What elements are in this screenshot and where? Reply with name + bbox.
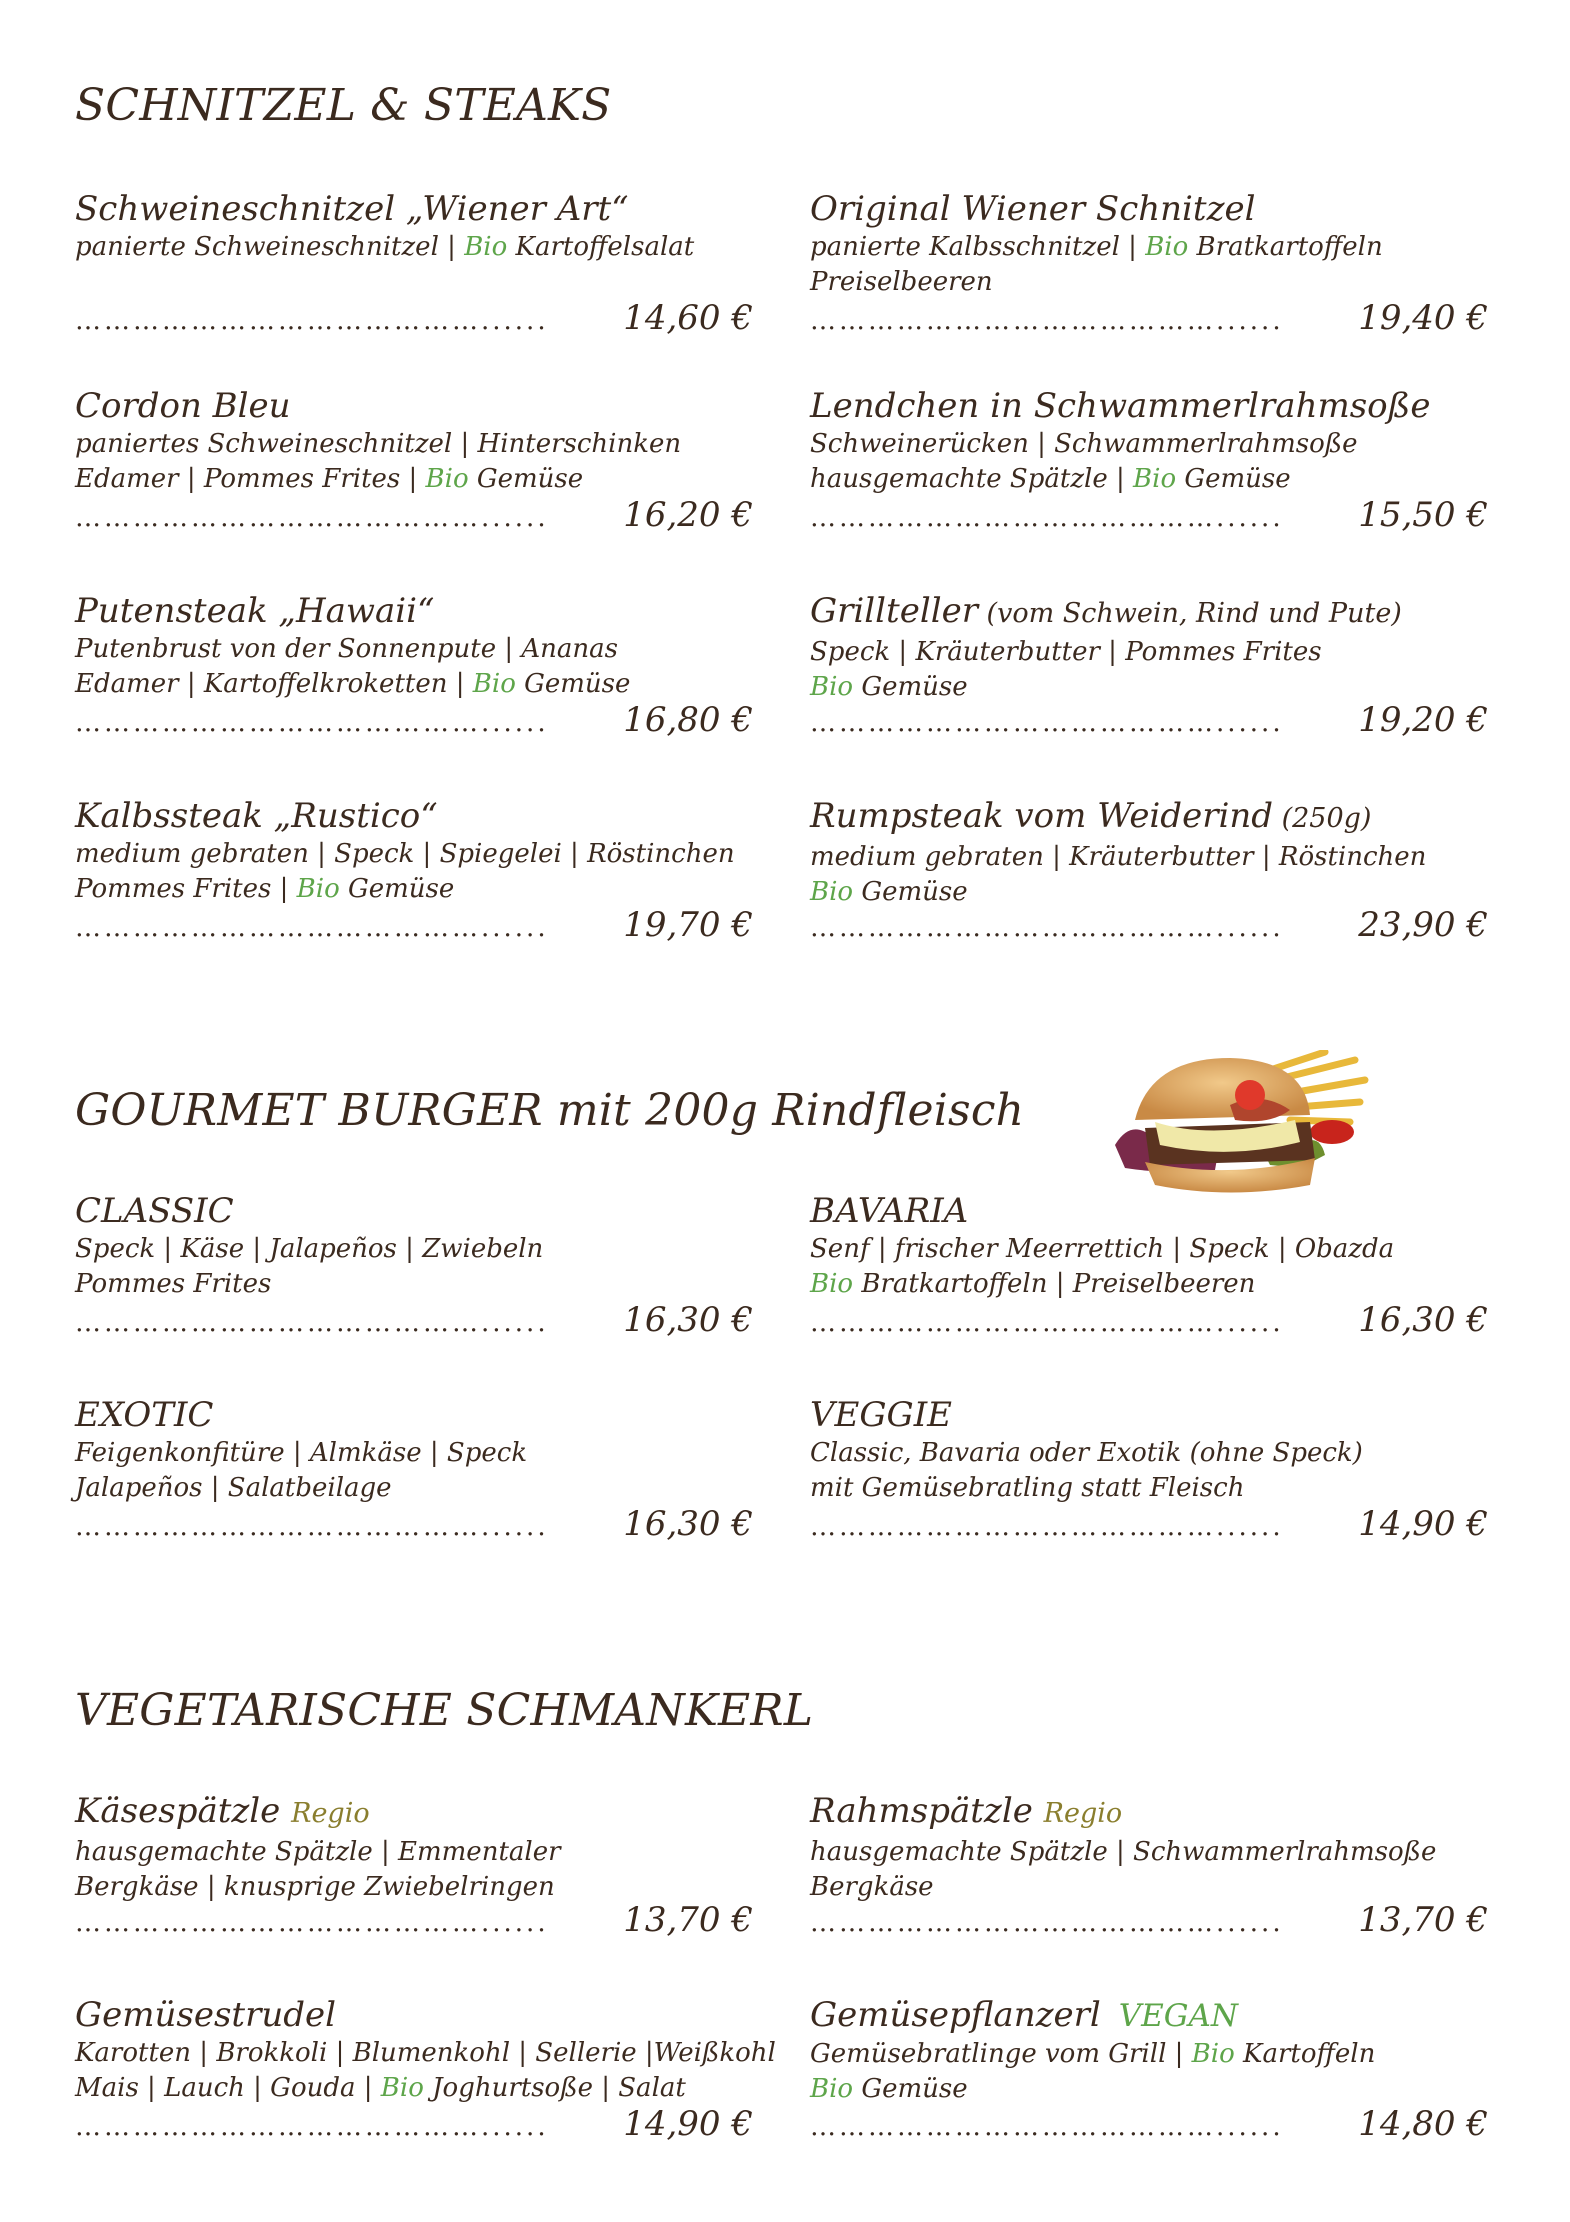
item-price: 14,90 € [623, 2104, 753, 2144]
description-text: hausgemachte Spätzle | Emmentaler [75, 1837, 561, 1867]
description-text: Pommes Frites | [75, 874, 297, 904]
item-name-text: Rahmspätzle [810, 1791, 1033, 1831]
item-description-line [75, 1436, 755, 1471]
bio-label: Bio [1133, 464, 1177, 494]
menu-item [810, 1994, 1490, 2144]
item-name-text: Käsespätzle [75, 1791, 281, 1831]
item-description-line [810, 1232, 1490, 1267]
price-line [810, 2104, 1490, 2144]
leader-dots: ……………………………………...... [75, 708, 549, 738]
item-name-text: Gemüsepflanzerl [810, 1995, 1101, 2035]
description-text: Speck | Kräuterbutter | Pommes Frites [810, 637, 1322, 667]
item-name [75, 385, 755, 427]
description-text: Speck | Käse | Jalapeños | Zwiebeln [75, 1234, 544, 1264]
description-text: Gemüse [515, 669, 631, 699]
description-text: Edamer | Kartoffelkroketten | [75, 669, 473, 699]
menu-item [810, 1394, 1490, 1544]
leader-dots: ……………………………………...... [810, 913, 1284, 943]
bio-label: Bio [380, 2073, 424, 2103]
item-description-line [810, 1436, 1490, 1471]
description-text: Bergkäse | knusprige Zwiebelringen [75, 1872, 555, 1902]
bio-label: Bio [810, 2074, 854, 2104]
item-price: 13,70 € [1358, 1900, 1488, 1940]
price-line [75, 1300, 755, 1340]
price-line [75, 700, 755, 740]
leader-dots: ……………………………………...... [75, 1308, 549, 1338]
item-description-line [75, 632, 755, 667]
item-description-line [75, 2036, 776, 2071]
section-title-schnitzel-steaks: SCHNITZEL & STEAKS [75, 80, 612, 131]
item-description-line [810, 462, 1490, 497]
item-name [810, 188, 1490, 230]
leader-dots: ……………………………………...... [75, 306, 549, 336]
price-line [810, 700, 1490, 740]
item-name-text: VEGGIE [810, 1395, 952, 1435]
item-price: 19,40 € [1358, 298, 1488, 338]
item-description-line [810, 1471, 1490, 1506]
leader-dots: ……………………………………...... [75, 913, 549, 943]
leader-dots: ……………………………………...... [810, 503, 1284, 533]
item-name [810, 1394, 1490, 1436]
regio-badge: Regio [1043, 1798, 1123, 1829]
description-text: Schweinerücken | Schwammerlrahmsoße [810, 429, 1358, 459]
description-text: Feigenkonfitüre | Almkäse | Speck [75, 1438, 528, 1468]
item-name [810, 385, 1490, 427]
item-description-line [810, 1267, 1490, 1302]
description-text: Bergkäse [810, 1872, 934, 1902]
bio-label: Bio [810, 877, 854, 907]
leader-dots: ……………………………………...... [75, 503, 549, 533]
description-text: Senf | frischer Meerrettich | Speck | Obazda [810, 1234, 1395, 1264]
price-line [75, 298, 755, 338]
description-text: Jalapeños | Salatbeilage [75, 1473, 392, 1503]
leader-dots: ……………………………………...... [810, 2112, 1284, 2142]
item-name [75, 795, 755, 837]
item-name [810, 795, 1490, 840]
price-line [810, 1900, 1490, 1940]
item-price: 16,30 € [1358, 1300, 1488, 1340]
item-name [810, 1790, 1490, 1835]
price-line [75, 1504, 755, 1544]
item-name [75, 1790, 755, 1835]
price-line [810, 1504, 1490, 1544]
item-price: 14,80 € [1358, 2104, 1488, 2144]
leader-dots: ……………………………………...... [810, 708, 1284, 738]
leader-dots: ……………………………………...... [810, 1908, 1284, 1938]
item-name [810, 1190, 1490, 1232]
description-text: Mais | Lauch | Gouda | [75, 2073, 381, 2103]
item-description-line [75, 837, 755, 872]
item-description-line [810, 2072, 1490, 2107]
item-name [810, 1994, 1490, 2037]
price-line [75, 1900, 755, 1940]
item-description-line [75, 230, 755, 265]
item-description-line [810, 2037, 1490, 2072]
item-description-line [810, 230, 1490, 265]
menu-item [75, 1190, 755, 1340]
item-name-text: Lendchen in Schwammerlrahmsoße [810, 386, 1431, 426]
item-name-text: Grillteller [810, 591, 978, 631]
item-description-line [75, 667, 755, 702]
menu-item [810, 385, 1490, 535]
description-text: medium gebraten | Kräuterbutter | Röstinchen [810, 842, 1427, 872]
description-text: hausgemachte Spätzle | Schwammerlrahmsoße [810, 1837, 1437, 1867]
item-price: 19,20 € [1358, 700, 1488, 740]
price-line [810, 495, 1490, 535]
leader-dots: ……………………………………...... [810, 1308, 1284, 1338]
item-price: 16,20 € [623, 495, 753, 535]
item-price: 14,90 € [1358, 1504, 1488, 1544]
item-price: 19,70 € [623, 905, 753, 945]
bio-label: Bio [425, 464, 469, 494]
item-price: 15,50 € [1358, 495, 1488, 535]
leader-dots: ……………………………………...... [75, 1512, 549, 1542]
item-description-line [75, 872, 755, 907]
description-text: Bratkartoffeln | Preiselbeeren [853, 1269, 1256, 1299]
menu-item [75, 1790, 755, 1940]
item-name-note: (vom Schwein, Rind und Pute) [977, 598, 1402, 629]
bio-label: Bio [1145, 232, 1189, 262]
menu-item [810, 188, 1490, 338]
menu-item [75, 1994, 776, 2144]
item-description-line [75, 2071, 755, 2106]
price-line [75, 905, 755, 945]
item-price: 16,30 € [623, 1504, 753, 1544]
item-name-text: Original Wiener Schnitzel [810, 189, 1256, 229]
item-name [75, 1994, 755, 2036]
item-price: 16,80 € [623, 700, 753, 740]
item-description-line [810, 427, 1490, 462]
item-price: 14,60 € [623, 298, 753, 338]
leader-dots: ……………………………………...... [810, 1512, 1284, 1542]
description-text: Classic, Bavaria oder Exotik (ohne Speck) [810, 1438, 1363, 1468]
item-name-text: Cordon Bleu [75, 386, 291, 426]
menu-item [810, 590, 1490, 740]
menu-item [810, 1790, 1490, 1940]
item-name [75, 590, 755, 632]
section-title-vegetarische-schmankerl: VEGETARISCHE SCHMANKERL [75, 1685, 814, 1736]
menu-item [75, 590, 755, 740]
item-description-line [75, 1267, 755, 1302]
price-line [810, 1300, 1490, 1340]
description-text: medium gebraten | Speck | Spiegelei | Röstinchen [75, 839, 735, 869]
description-text: Preiselbeeren [810, 267, 993, 297]
item-name-text: Rumpsteak vom Weiderind [810, 796, 1273, 836]
menu-item [75, 795, 755, 945]
description-text: Joghurtsoße | Salat [423, 2073, 686, 2103]
description-text: Gemüse [853, 672, 968, 702]
item-name [75, 188, 755, 230]
description-text: Karotten | Brokkoli | Blumenkohl | Sellerie |Weißkohl [75, 2038, 776, 2068]
description-text: Gemüse [339, 874, 455, 904]
price-line [75, 495, 755, 535]
item-name-text: Putensteak „Hawaii“ [75, 591, 435, 631]
bio-label: Bio [810, 1269, 854, 1299]
item-description-line [75, 1232, 755, 1267]
section-title-gourmet-burger: GOURMET BURGER mit 200g Rindfleisch [75, 1085, 1025, 1136]
item-name [75, 1190, 755, 1232]
item-name-note: (250g) [1272, 803, 1372, 834]
burger-photo [1110, 1050, 1375, 1200]
regio-badge: Regio [291, 1798, 370, 1829]
item-description-line [75, 427, 755, 462]
description-text: paniertes Schweineschnitzel | Hinterschinken [75, 429, 682, 459]
item-description-line [810, 635, 1490, 670]
leader-dots: ……………………………………...... [810, 306, 1284, 336]
description-text: Gemüse [853, 877, 968, 907]
vegan-badge: VEGAN [1118, 1998, 1239, 2034]
item-description-line [810, 840, 1490, 875]
bio-label: Bio [296, 874, 340, 904]
description-text: Gemüsebratlinge vom Grill | [810, 2039, 1192, 2069]
item-description-line [75, 1471, 755, 1506]
item-name-text: Schweineschnitzel „Wiener Art“ [75, 189, 629, 229]
item-price: 23,90 € [1358, 905, 1488, 945]
description-text: panierte Kalbsschnitzel | [810, 232, 1146, 262]
description-text: Kartoffeln [1234, 2039, 1376, 2069]
menu-item [75, 1394, 755, 1544]
item-description-line [75, 462, 755, 497]
price-line [75, 2104, 755, 2144]
bio-label: Bio [1191, 2039, 1235, 2069]
description-text: Gemüse [1176, 464, 1291, 494]
item-name-text: EXOTIC [75, 1395, 214, 1435]
price-line [810, 298, 1490, 338]
description-text: Pommes Frites [75, 1269, 272, 1299]
menu-item [75, 385, 755, 535]
item-description-line [810, 1835, 1490, 1870]
item-name-text: Kalbssteak „Rustico“ [75, 796, 438, 836]
menu-item [810, 795, 1490, 945]
leader-dots: ……………………………………...... [75, 2112, 549, 2142]
leader-dots: ……………………………………...... [75, 1908, 549, 1938]
item-description-line [810, 265, 1490, 300]
item-name-text: Gemüsestrudel [75, 1995, 337, 2035]
description-text: panierte Schweineschnitzel | [75, 232, 465, 262]
description-text: Gemüse [853, 2074, 968, 2104]
description-text: Putenbrust von der Sonnenpute | Ananas [75, 634, 618, 664]
item-price: 13,70 € [623, 1900, 753, 1940]
item-name-text: BAVARIA [810, 1191, 969, 1231]
item-price: 16,30 € [623, 1300, 753, 1340]
menu-item [75, 188, 755, 338]
bio-label: Bio [810, 672, 854, 702]
item-name [810, 590, 1490, 635]
description-text: hausgemachte Spätzle | [810, 464, 1134, 494]
bio-label: Bio [464, 232, 508, 262]
menu-item [810, 1190, 1490, 1340]
description-text: mit Gemüsebratling statt Fleisch [810, 1473, 1245, 1503]
description-text: Kartoffelsalat [507, 232, 695, 262]
description-text: Bratkartoffeln [1188, 232, 1383, 262]
bio-label: Bio [472, 669, 516, 699]
description-text: Gemüse [468, 464, 584, 494]
price-line [810, 905, 1490, 945]
description-text: Edamer | Pommes Frites | [75, 464, 426, 494]
item-description-line [75, 1835, 755, 1870]
item-name [75, 1394, 755, 1436]
item-name-text: CLASSIC [75, 1191, 234, 1231]
